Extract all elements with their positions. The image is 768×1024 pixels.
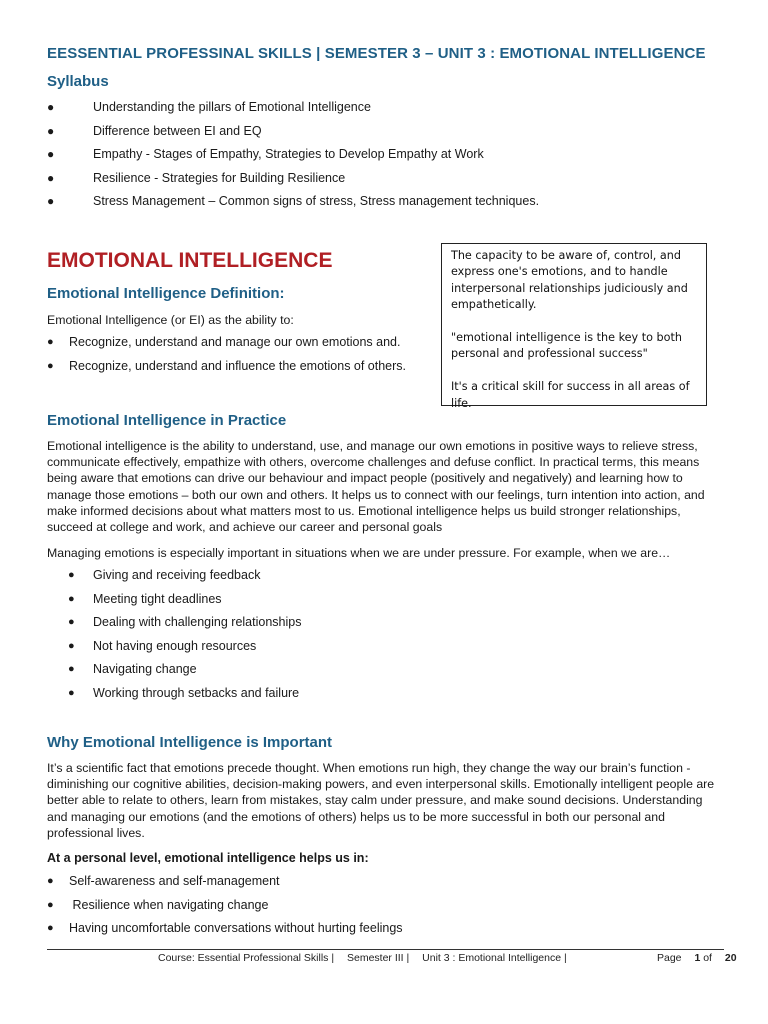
bullet-icon: ●	[68, 663, 75, 675]
list-item: ● Resilience when navigating change	[47, 895, 403, 919]
importance-paragraph: It’s a scientific fact that emotions precede thought. When emotions run high, they change the way our brain’s function - diminishing our cognitive abilities, decision-making powers, and even interpersonal skills. Emotionally intelligent people are better able to relate to others, learn from mistakes, stay calm under pressure, and make sound decisions. Understanding and managing our emotions (and the emotions of others) helps us to be more successful in both our personal and professional lives.	[47, 761, 715, 840]
page-number: Page 1 of 20	[657, 952, 737, 964]
callout-text: The capacity to be aware of, control, and express one's emotions, and to handle interpersonal relationships judiciously and empathetically.	[451, 249, 688, 312]
bullet-icon: ●	[68, 639, 75, 652]
list-item: ● Stress Management – Common signs of stress, Stress management techniques.	[47, 191, 539, 215]
importance-heading: Why Emotional Intelligence is Important	[47, 734, 333, 751]
bullet-icon: ●	[47, 147, 55, 161]
main-title: EMOTIONAL INTELLIGENCE	[47, 249, 333, 272]
bullet-icon: ●	[47, 898, 54, 911]
bullet-icon: ●	[47, 170, 55, 185]
bullet-icon: ●	[68, 616, 75, 628]
practice-paragraph: Managing emotions is especially important in situations when we are under pressure. For example, when we are…	[47, 546, 671, 560]
list-item: ● Having uncomfortable conversations without hurting feelings	[47, 918, 403, 942]
list-item: ● Resilience - Strategies for Building Resilience	[47, 168, 539, 192]
callout-quote: "emotional intelligence is the key to both personal and professional success"	[451, 331, 682, 361]
footer-divider	[47, 949, 724, 950]
syllabus-heading: Syllabus	[47, 73, 109, 90]
list-item: ● Not having enough resources	[68, 636, 301, 660]
importance-list	[47, 871, 403, 942]
practice-list	[68, 565, 301, 706]
syllabus-list	[47, 97, 539, 215]
bullet-icon: ●	[47, 922, 54, 934]
list-item: ● Meeting tight deadlines	[68, 589, 301, 613]
bullet-icon: ●	[68, 569, 75, 581]
page-footer	[158, 952, 737, 964]
definition-callout-box	[441, 243, 707, 410]
bullet-icon: ●	[47, 336, 54, 348]
bullet-icon: ●	[47, 123, 55, 138]
list-item: ● Dealing with challenging relationships	[68, 612, 301, 636]
practice-heading: Emotional Intelligence in Practice	[47, 412, 287, 429]
practice-paragraph: Emotional intelligence is the ability to understand, use, and manage our own emotions in positive ways to relieve stress, communicate effectively, empathize with others, overcome challenges and defuse conflict. In practical terms, this means being aware that emotions can drive our behaviour and impact people (positively and negatively) and learning how to manage those emotions – both our own and others. It helps us to connect with our feelings, turn intention into action, and make informed decisions about what matters most to us. Emotional intelligence helps us build stronger relationships, succeed at college and work, and achieve our career and personal goals	[47, 439, 705, 535]
importance-bold-intro: At a personal level, emotional intelligence helps us in:	[47, 851, 369, 865]
list-item: ● Working through setbacks and failure	[68, 683, 301, 707]
bullet-icon: ●	[47, 359, 54, 372]
footer-course: Course: Essential Professional Skills |	[158, 952, 335, 964]
list-item: ● Self-awareness and self-management	[47, 871, 403, 895]
list-item: ● Difference between EI and EQ	[47, 121, 539, 145]
list-item: ● Empathy - Stages of Empathy, Strategies to Develop Empathy at Work	[47, 144, 539, 168]
list-item: ● Understanding the pillars of Emotional Intelligence	[47, 97, 539, 121]
callout-text: It's a critical skill for success in all areas of life.	[451, 380, 690, 410]
bullet-icon: ●	[68, 686, 75, 699]
bullet-icon: ●	[47, 194, 55, 208]
list-item: ● Navigating change	[68, 659, 301, 683]
definition-intro: Emotional Intelligence (or EI) as the ability to:	[47, 313, 294, 327]
list-item: ● Recognize, understand and manage our own emotions and.	[47, 332, 406, 356]
list-item: ● Giving and receiving feedback	[68, 565, 301, 589]
definition-list	[47, 332, 406, 379]
bullet-icon: ●	[47, 875, 54, 887]
bullet-icon: ●	[47, 100, 55, 114]
definition-heading: Emotional Intelligence Definition:	[47, 285, 285, 302]
footer-semester: Semester III |	[346, 952, 410, 964]
list-item: ● Recognize, understand and influence the emotions of others.	[47, 356, 406, 380]
footer-unit: Unit 3 : Emotional Intelligence |	[422, 952, 567, 964]
bullet-icon: ●	[68, 592, 75, 605]
document-header-title: EESSENTIAL PROFESSINAL SKILLS | SEMESTER 3 – UNIT 3 : EMOTIONAL INTELLIGENCE	[47, 45, 706, 62]
